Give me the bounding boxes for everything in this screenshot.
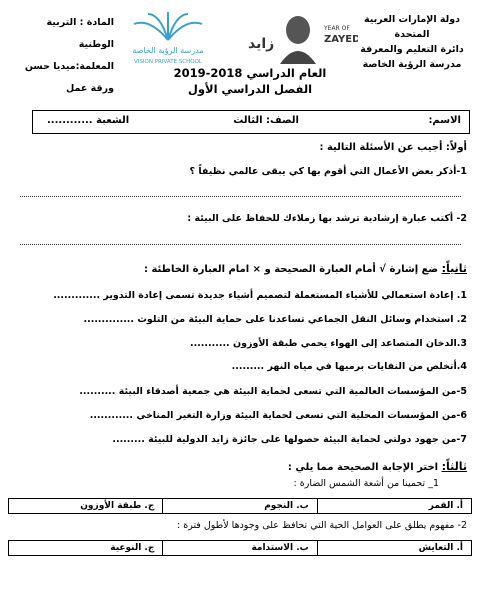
header-left-block [14, 12, 114, 100]
section3-question-2: 2- مفهوم يطلق على العوامل الحية التي تحافظ على وجودها لأطول فترة : [177, 520, 467, 531]
option-b[interactable]: ب. النجوم [162, 499, 316, 513]
department-name: دائرة التعليم والمعرفة [360, 44, 464, 55]
section1-question-2: 2- أكتب عبارة إرشادية ترشد بها زملاءك للحفاظ على البيئة : [187, 213, 467, 224]
answer-line[interactable] [20, 244, 461, 245]
option-c[interactable]: ج. طبقة الأوزون [80, 501, 155, 511]
school-name: مدرسة الرؤية الخاصة [362, 59, 462, 70]
section2-instruction: ضع إشارة √ أمام العبارة الصحيحة و × امام العبارة الخاطئة : [144, 264, 439, 275]
statement-item[interactable]: 1. إعادة استعمالي للأشياء المستعملة لتصميم أشياء جديدة تسمى إعادة التدوير ............. [53, 290, 467, 301]
zayed-arabic-text: زايد [248, 36, 275, 52]
answer-line[interactable] [20, 196, 461, 197]
school-logo [120, 10, 216, 68]
name-field-label[interactable]: الاسم: [428, 115, 461, 126]
term-title: الفصل الدراسي الأول [187, 82, 313, 96]
section-field[interactable]: الشعبة ............ [47, 115, 130, 126]
statement-item[interactable]: 5-من المؤسسات العالمية التي تسعى لحماية البيئة هي جمعية أصدقاء البيئة .......... [79, 386, 467, 397]
option-c[interactable]: ج. النوعية [110, 543, 155, 553]
section2-heading [144, 262, 467, 275]
options-row-2 [8, 540, 472, 556]
section3-label: ثالثاً: [441, 460, 467, 473]
options-row-1 [8, 498, 472, 514]
statement-item[interactable]: 2. استخدام وسائل النقل الجماعي تساعدنا على حماية البيئة من التلوث .............. [83, 314, 467, 325]
option-a[interactable]: أ. القمر [317, 499, 471, 513]
section1-heading: أولاً: أجيب عن الأسئلة التالية : [319, 142, 467, 153]
statement-item[interactable]: 4.أتخلص من النفايات برميها في مياه النهر ......... [231, 361, 467, 372]
zayed-year-of: YEAR OF [324, 25, 350, 32]
section2-label: ثانياً: [441, 262, 467, 275]
academic-year-title: العام الدراسي 2018-2019 [173, 66, 327, 80]
section1-question-1: 1-أذكر بعض الأعمال التي أقوم بها كي يبقى عالمي نظيفاً ؟ [189, 166, 467, 177]
section3-instruction: اختر الإجابة الصحيحة مما يلي : [287, 462, 439, 473]
option-a[interactable]: أ. التعايش [317, 541, 471, 555]
class-field: الصف: الثالث [233, 115, 299, 126]
statement-item[interactable]: 3.الدخان المتصاعد إلى الهواء يحمي طبقة الأوزون ........... [189, 338, 467, 349]
section3-question-1: 1_ تحمينا من أشعة الشمس الضارة : [293, 478, 439, 489]
subject-label: المادة : التربية الوطنية [46, 17, 114, 50]
school-logo-english: VISION PRIVATE SCHOOL [134, 59, 202, 65]
section3-heading [288, 460, 467, 473]
school-logo-arabic: مدرسة الرؤية الخاصة [132, 46, 204, 55]
header-right-block [353, 12, 471, 72]
teacher-label: المعلمة:ميديا حسن [24, 61, 114, 72]
option-b[interactable]: ب. الاستدامة [162, 541, 316, 555]
statement-item[interactable]: 7-من جهود دولتي لحماية البيئة حصولها على جائزة زايد الدولية للبيئة ......... [112, 434, 467, 445]
country-name: دولة الإمارات العربية المتحدة [363, 14, 461, 40]
year-of-zayed-logo [228, 8, 358, 64]
student-info-box [32, 110, 470, 134]
worksheet-label: ورقة عمل [65, 83, 114, 94]
zayed-english: ZAYED [324, 34, 358, 45]
statement-item[interactable]: 6-من المؤسسات المحلية التي تسعى لحماية البيئة وزارة التغير المناخي ............ [89, 410, 467, 421]
